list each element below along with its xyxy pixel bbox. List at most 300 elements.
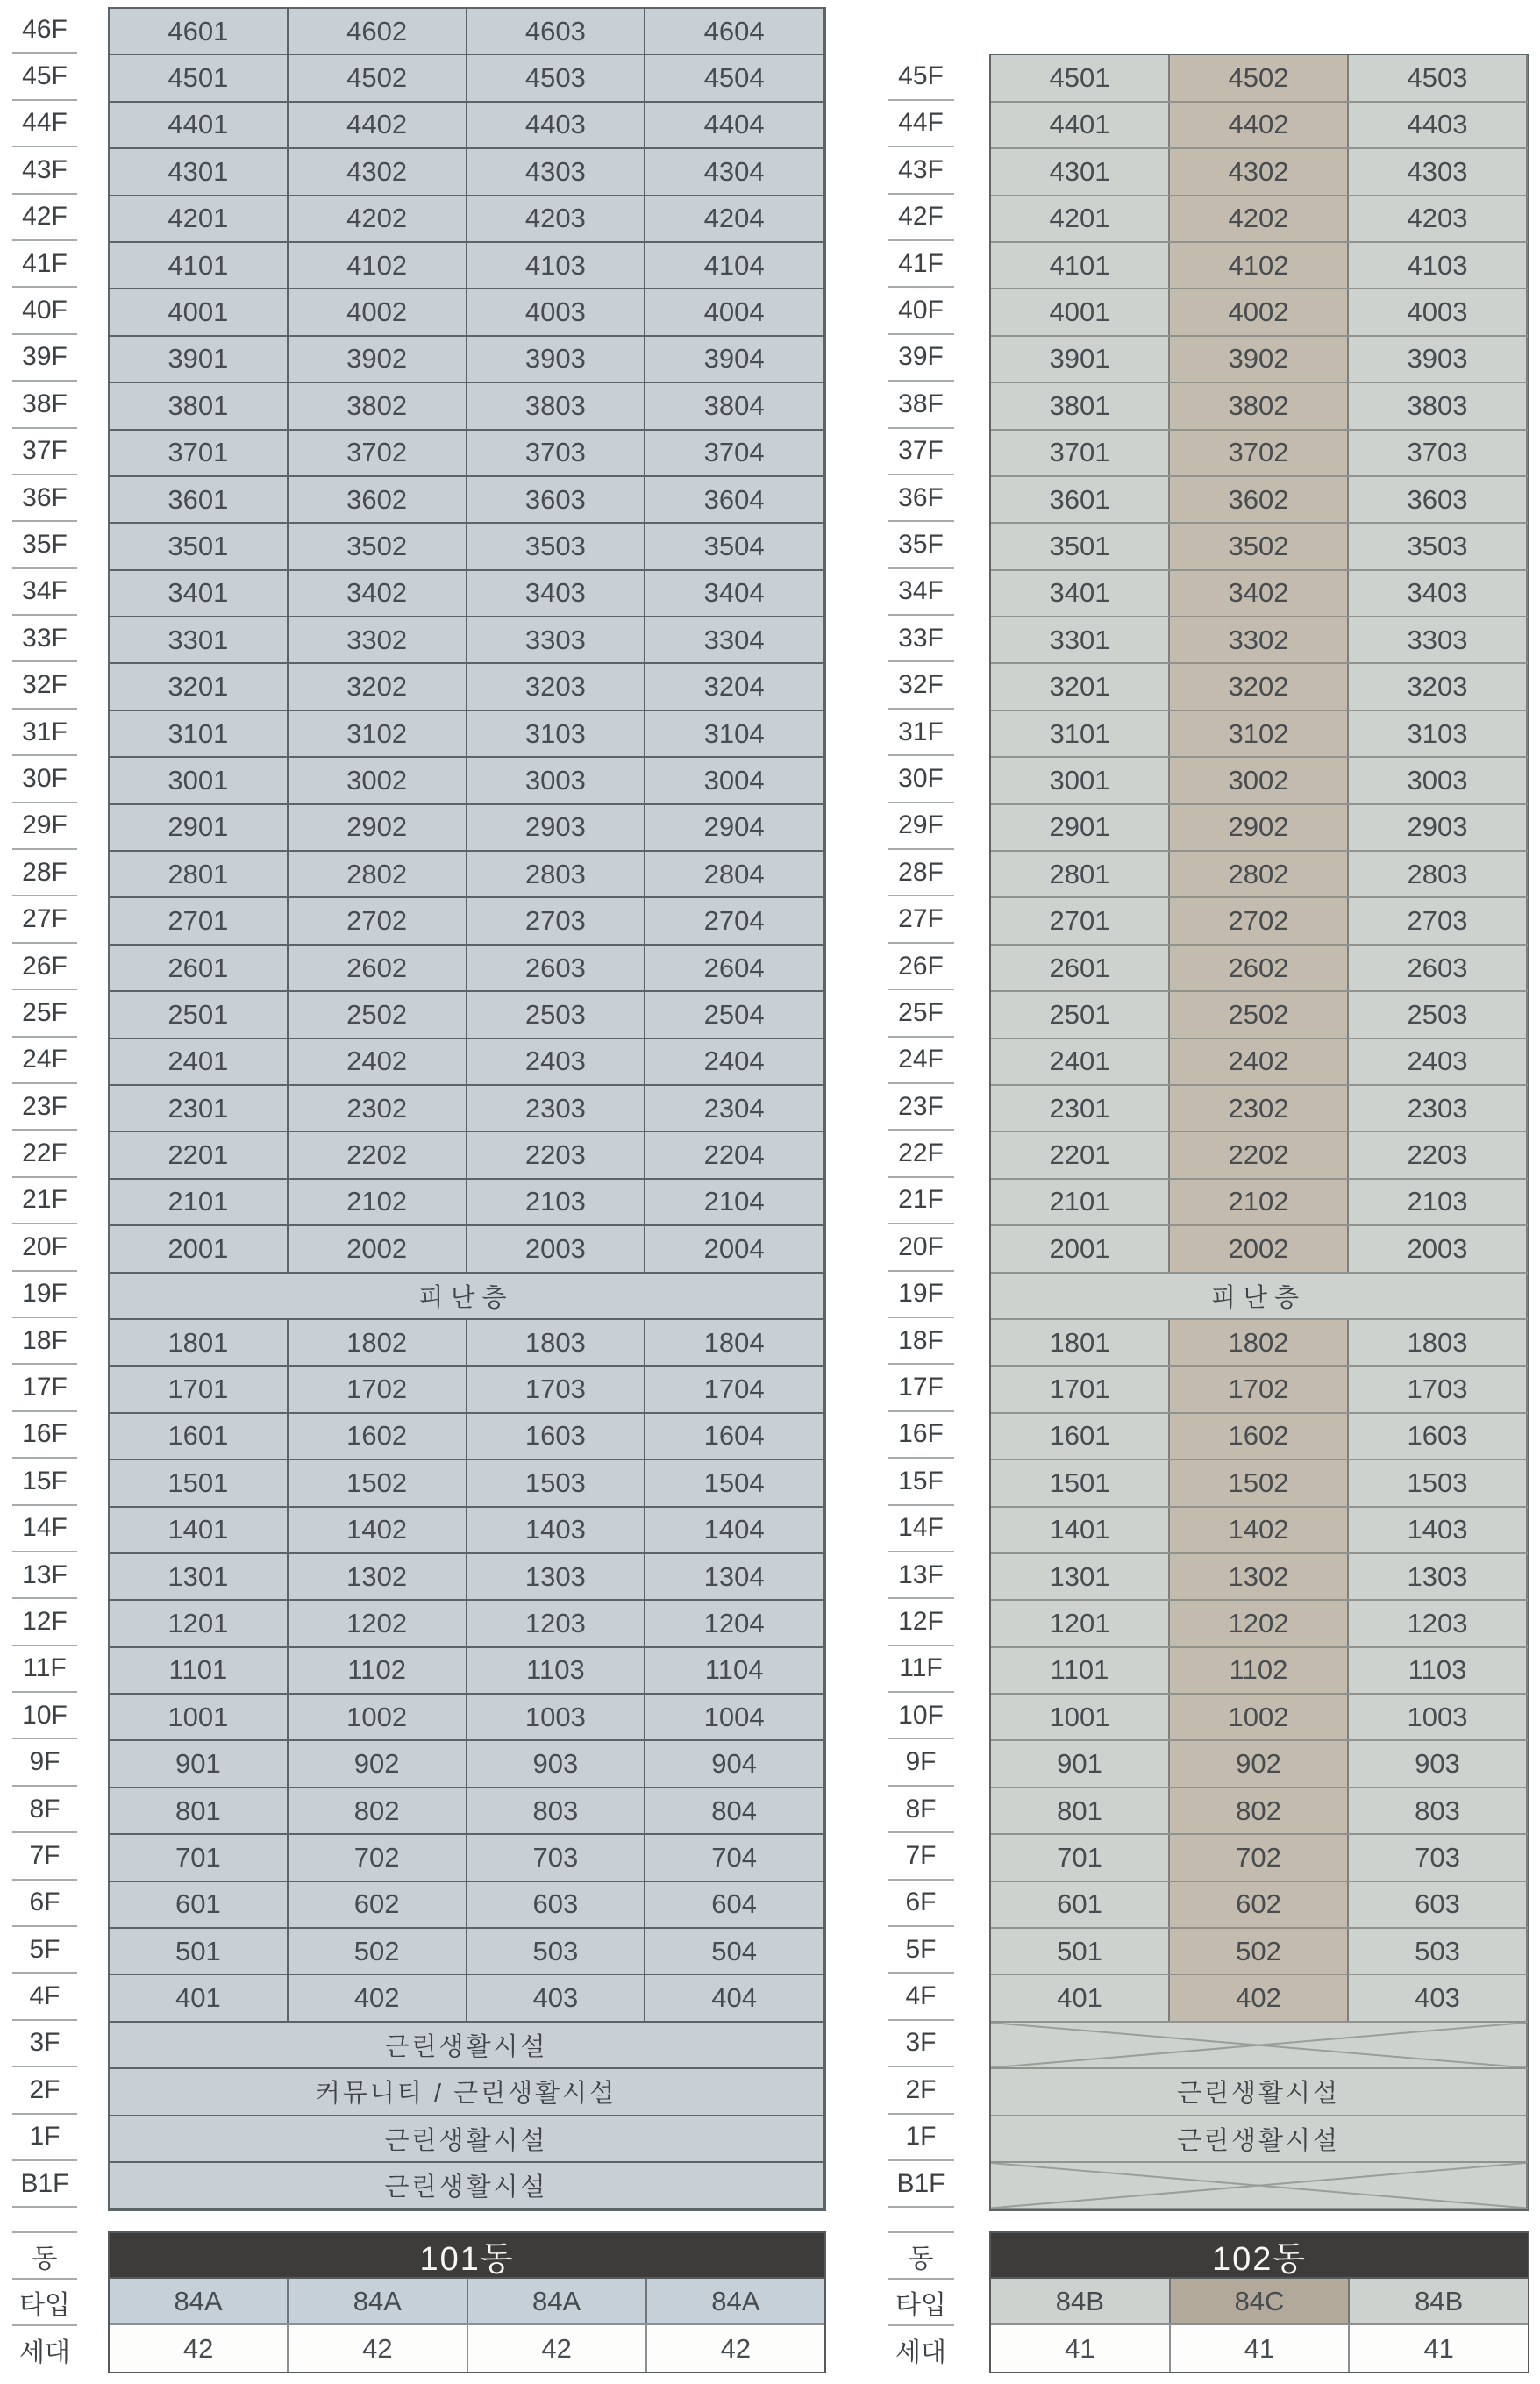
unit-cell: 3201 xyxy=(110,664,289,709)
crossed-out-cell xyxy=(991,2163,1528,2208)
unit-cell: 4404 xyxy=(645,103,824,147)
floor-row xyxy=(110,1601,824,1647)
unit-cell: 2702 xyxy=(1170,898,1349,943)
unit-cell: 2802 xyxy=(1170,852,1349,896)
floor-row xyxy=(991,1929,1528,1975)
floor-row xyxy=(110,711,824,758)
unit-cell: 2704 xyxy=(645,898,824,943)
floor-row xyxy=(991,1741,1528,1788)
unit-cell: 4302 xyxy=(1170,149,1349,194)
floor-label: 11F xyxy=(888,1646,954,1693)
floor-label: 16F xyxy=(12,1412,77,1459)
floor-label: 5F xyxy=(12,1927,77,1974)
floor-label: 29F xyxy=(12,803,77,850)
unit-cell: 1603 xyxy=(467,1414,646,1459)
floor-row xyxy=(110,477,824,524)
unit-cell: 2004 xyxy=(645,1226,824,1271)
unit-cell: 1502 xyxy=(289,1460,467,1505)
type-row xyxy=(110,2279,824,2325)
unit-cell: 901 xyxy=(991,1741,1170,1786)
unit-cell: 3603 xyxy=(1349,477,1528,522)
unit-cell: 4103 xyxy=(1349,243,1528,288)
unit-cell: 3802 xyxy=(1170,383,1349,428)
cross-x-icon xyxy=(991,2163,1526,2208)
unit-cell: 2801 xyxy=(991,852,1170,896)
unit-cell: 2403 xyxy=(1349,1039,1528,1084)
floor-label: 45F xyxy=(888,54,954,100)
floor-row xyxy=(991,2069,1528,2116)
unit-cell: 4302 xyxy=(289,149,467,194)
type-cell: 84A xyxy=(468,2279,647,2323)
facility-cell: 근린생활시설 xyxy=(110,2023,824,2067)
floor-row xyxy=(991,711,1528,758)
floor-label: 11F xyxy=(12,1646,77,1693)
unit-cell: 501 xyxy=(991,1929,1170,1974)
unit-cell: 3704 xyxy=(645,431,824,475)
floor-label: 17F xyxy=(888,1365,954,1411)
unit-cell: 3303 xyxy=(467,617,646,662)
unit-cell: 802 xyxy=(1170,1788,1349,1833)
floor-label: 36F xyxy=(12,475,77,522)
unit-cell: 2302 xyxy=(289,1086,467,1131)
floor-label: 33F xyxy=(888,616,954,662)
type-cell: 84A xyxy=(289,2279,467,2323)
unit-cell: 1403 xyxy=(1349,1508,1528,1552)
unit-cell: 1403 xyxy=(467,1508,646,1552)
floor-label: 35F xyxy=(888,522,954,568)
floor-row xyxy=(991,1695,1528,1741)
unit-cell: 4003 xyxy=(467,289,646,334)
floor-row xyxy=(110,337,824,383)
unit-cell: 1002 xyxy=(289,1695,467,1739)
unit-cell: 3503 xyxy=(1349,524,1528,568)
unit-cell: 2702 xyxy=(289,898,467,943)
unit-cell: 2103 xyxy=(1349,1180,1528,1224)
unit-cell: 3702 xyxy=(1170,431,1349,475)
unit-cell: 603 xyxy=(1349,1882,1528,1927)
floor-row xyxy=(991,992,1528,1039)
households-row xyxy=(991,2325,1528,2372)
floor-row xyxy=(991,852,1528,898)
floor-row xyxy=(991,1320,1528,1367)
floor-row xyxy=(110,1648,824,1695)
unit-cell: 2102 xyxy=(1170,1180,1349,1224)
unit-cell: 3302 xyxy=(289,617,467,662)
unit-cell: 2001 xyxy=(991,1226,1170,1271)
floor-row xyxy=(110,992,824,1039)
refuge-floor-cell: 피난층 xyxy=(991,1274,1528,1318)
unit-cell: 2301 xyxy=(991,1086,1170,1131)
unit-cell: 3702 xyxy=(289,431,467,475)
floor-label: 18F xyxy=(12,1318,77,1365)
unit-cell: 1602 xyxy=(1170,1414,1349,1459)
floor-label: 44F xyxy=(888,101,954,147)
unit-cell: 2803 xyxy=(1349,852,1528,896)
floor-row xyxy=(110,1975,824,2022)
unit-cell: 4103 xyxy=(467,243,646,288)
floor-row xyxy=(110,55,824,102)
unit-cell: 3401 xyxy=(110,571,289,616)
unit-cell: 3504 xyxy=(645,524,824,568)
unit-cell: 4601 xyxy=(110,9,289,54)
floor-row xyxy=(110,2163,824,2209)
households-cell: 42 xyxy=(647,2325,824,2372)
unit-cell: 3104 xyxy=(645,711,824,756)
unit-cell: 4104 xyxy=(645,243,824,288)
unit-cell: 2703 xyxy=(467,898,646,943)
floor-labels-102 xyxy=(888,54,954,2208)
unit-cell: 1702 xyxy=(289,1367,467,1411)
unit-cell: 902 xyxy=(289,1741,467,1786)
floor-row xyxy=(991,1835,1528,1881)
unit-cell: 1802 xyxy=(1170,1320,1349,1365)
unit-cell: 504 xyxy=(645,1929,824,1974)
floor-row xyxy=(110,1695,824,1741)
unit-cell: 403 xyxy=(467,1975,646,2020)
floor-row xyxy=(110,1180,824,1226)
unit-cell: 3803 xyxy=(1349,383,1528,428)
floor-label: 13F xyxy=(888,1552,954,1599)
facility-cell: 근린생활시설 xyxy=(991,2069,1528,2114)
unit-cell: 1302 xyxy=(1170,1554,1349,1599)
unit-cell: 4301 xyxy=(991,149,1170,194)
unit-cell: 501 xyxy=(110,1929,289,1974)
unit-cell: 3303 xyxy=(1349,617,1528,662)
unit-cell: 4303 xyxy=(467,149,646,194)
unit-cell: 2003 xyxy=(1349,1226,1528,1271)
unit-cell: 2301 xyxy=(110,1086,289,1131)
floor-row xyxy=(110,149,824,196)
floor-row xyxy=(991,1882,1528,1929)
floor-label: 42F xyxy=(12,195,77,241)
unit-cell: 4402 xyxy=(289,103,467,147)
unit-cell: 3901 xyxy=(991,337,1170,382)
households-row xyxy=(110,2325,824,2372)
floor-row xyxy=(991,383,1528,430)
unit-cell: 3404 xyxy=(645,571,824,616)
floor-label: 16F xyxy=(888,1412,954,1459)
unit-cell: 902 xyxy=(1170,1741,1349,1786)
floor-label: 10F xyxy=(888,1693,954,1739)
floor-row xyxy=(991,1975,1528,2022)
floor-row xyxy=(110,289,824,336)
floor-label: 23F xyxy=(12,1084,77,1131)
refuge-floor-cell: 피난층 xyxy=(110,1274,824,1318)
floor-label: 26F xyxy=(888,944,954,990)
floor-label: 28F xyxy=(12,850,77,896)
unit-cell: 401 xyxy=(110,1975,289,2020)
unit-cell: 2701 xyxy=(110,898,289,943)
stacking-table-102 xyxy=(989,54,1529,2211)
unit-cell: 2403 xyxy=(467,1039,646,1084)
unit-cell: 701 xyxy=(110,1835,289,1880)
floor-row xyxy=(991,524,1528,570)
floor-label: 35F xyxy=(12,522,77,568)
unit-cell: 3801 xyxy=(110,383,289,428)
floor-label: 36F xyxy=(888,475,954,522)
floor-row xyxy=(991,243,1528,289)
floor-row xyxy=(110,1788,824,1835)
unit-cell: 2801 xyxy=(110,852,289,896)
summary-table-101 xyxy=(108,2231,826,2373)
unit-cell: 4004 xyxy=(645,289,824,334)
unit-cell: 3202 xyxy=(289,664,467,709)
unit-cell: 602 xyxy=(1170,1882,1349,1927)
unit-cell: 2302 xyxy=(1170,1086,1349,1131)
crossed-out-cell xyxy=(991,2023,1528,2067)
floor-label: 3F xyxy=(12,2021,77,2067)
unit-cell: 1701 xyxy=(110,1367,289,1411)
building-header-row xyxy=(991,2233,1528,2279)
unit-cell: 3001 xyxy=(991,758,1170,803)
floor-label: 1F xyxy=(888,2115,954,2161)
unit-cell: 3903 xyxy=(467,337,646,382)
unit-cell: 2201 xyxy=(110,1132,289,1177)
unit-cell: 502 xyxy=(1170,1929,1349,1974)
unit-cell: 4203 xyxy=(1349,196,1528,241)
unit-cell: 3003 xyxy=(1349,758,1528,803)
unit-cell: 601 xyxy=(110,1882,289,1927)
floor-row xyxy=(991,1414,1528,1460)
unit-cell: 1103 xyxy=(467,1648,646,1693)
households-cell: 41 xyxy=(991,2325,1171,2372)
floor-label: 8F xyxy=(12,1787,77,1833)
floor-row xyxy=(991,477,1528,524)
floor-label: 42F xyxy=(888,195,954,241)
floor-row xyxy=(991,1788,1528,1835)
unit-cell: 3904 xyxy=(645,337,824,382)
floor-row xyxy=(991,1508,1528,1554)
unit-cell: 802 xyxy=(289,1788,467,1833)
unit-cell: 3601 xyxy=(991,477,1170,522)
type-cell: 84A xyxy=(110,2279,289,2323)
unit-cell: 3703 xyxy=(467,431,646,475)
floor-row xyxy=(991,196,1528,243)
unit-cell: 601 xyxy=(991,1882,1170,1927)
unit-cell: 2402 xyxy=(289,1039,467,1084)
unit-cell: 2602 xyxy=(289,946,467,990)
floor-row xyxy=(991,431,1528,477)
unit-cell: 1402 xyxy=(1170,1508,1349,1552)
floor-label: 39F xyxy=(12,335,77,382)
unit-cell: 1401 xyxy=(110,1508,289,1552)
households-cell: 41 xyxy=(1350,2325,1528,2372)
unit-cell: 4603 xyxy=(467,9,646,54)
unit-cell: 1503 xyxy=(1349,1460,1528,1505)
unit-cell: 2603 xyxy=(1349,946,1528,990)
floor-row xyxy=(991,758,1528,804)
unit-cell: 2604 xyxy=(645,946,824,990)
unit-cell: 3403 xyxy=(1349,571,1528,616)
unit-cell: 3501 xyxy=(991,524,1170,568)
unit-cell: 1803 xyxy=(1349,1320,1528,1365)
unit-cell: 1604 xyxy=(645,1414,824,1459)
unit-cell: 2401 xyxy=(110,1039,289,1084)
unit-cell: 803 xyxy=(1349,1788,1528,1833)
unit-cell: 3204 xyxy=(645,664,824,709)
unit-cell: 4001 xyxy=(991,289,1170,334)
unit-cell: 4301 xyxy=(110,149,289,194)
unit-cell: 2901 xyxy=(991,805,1170,850)
unit-cell: 1203 xyxy=(467,1601,646,1645)
unit-cell: 3403 xyxy=(467,571,646,616)
unit-cell: 703 xyxy=(1349,1835,1528,1880)
unit-cell: 1102 xyxy=(1170,1648,1349,1693)
unit-cell: 2901 xyxy=(110,805,289,850)
floor-label: 44F xyxy=(12,101,77,147)
unit-cell: 2903 xyxy=(1349,805,1528,850)
floor-label: 30F xyxy=(888,756,954,803)
floor-label: 38F xyxy=(12,382,77,428)
unit-cell: 4403 xyxy=(1349,103,1528,147)
unit-cell: 604 xyxy=(645,1882,824,1927)
unit-cell: 3102 xyxy=(1170,711,1349,756)
summary-table-102 xyxy=(989,2231,1529,2373)
unit-cell: 2101 xyxy=(110,1180,289,1224)
floor-row xyxy=(991,1367,1528,1413)
unit-cell: 2803 xyxy=(467,852,646,896)
type-cell: 84B xyxy=(991,2279,1171,2323)
unit-cell: 1802 xyxy=(289,1320,467,1365)
floor-label: 24F xyxy=(12,1038,77,1084)
floor-labels-101 xyxy=(12,7,77,2208)
floor-row xyxy=(991,805,1528,852)
unit-cell: 4101 xyxy=(110,243,289,288)
floor-label: 12F xyxy=(12,1599,77,1645)
unit-cell: 2402 xyxy=(1170,1039,1349,1084)
unit-cell: 1703 xyxy=(1349,1367,1528,1411)
floor-label: 15F xyxy=(888,1459,954,1505)
unit-cell: 2104 xyxy=(645,1180,824,1224)
floor-row xyxy=(991,571,1528,617)
facility-cell: 커뮤니티 / 근린생활시설 xyxy=(110,2069,824,2114)
unit-cell: 3001 xyxy=(110,758,289,803)
unit-cell: 502 xyxy=(289,1929,467,1974)
unit-cell: 1104 xyxy=(645,1648,824,1693)
floor-label: 31F xyxy=(888,710,954,756)
unit-cell: 703 xyxy=(467,1835,646,1880)
unit-cell: 1603 xyxy=(1349,1414,1528,1459)
unit-cell: 4602 xyxy=(289,9,467,54)
floor-label: 20F xyxy=(888,1224,954,1271)
facility-cell: 근린생활시설 xyxy=(991,2116,1528,2161)
unit-cell: 1402 xyxy=(289,1508,467,1552)
floor-row xyxy=(991,946,1528,992)
unit-cell: 3603 xyxy=(467,477,646,522)
floor-label: 20F xyxy=(12,1224,77,1271)
unit-cell: 4002 xyxy=(289,289,467,334)
unit-cell: 2401 xyxy=(991,1039,1170,1084)
unit-cell: 3803 xyxy=(467,383,646,428)
floor-row xyxy=(110,852,824,898)
floor-row xyxy=(110,1741,824,1788)
unit-cell: 4304 xyxy=(645,149,824,194)
unit-cell: 3602 xyxy=(1170,477,1349,522)
floor-row xyxy=(110,1039,824,1086)
floor-label: 22F xyxy=(12,1131,77,1177)
floor-row xyxy=(991,1039,1528,1086)
row-label-households: 세대 xyxy=(19,2338,70,2367)
row-label-type: 타입 xyxy=(12,2280,77,2326)
unit-cell: 3502 xyxy=(289,524,467,568)
unit-cell: 4503 xyxy=(1349,55,1528,100)
floor-row xyxy=(110,1929,824,1975)
floor-label: 22F xyxy=(888,1131,954,1177)
floor-row xyxy=(110,1132,824,1179)
unit-cell: 3601 xyxy=(110,477,289,522)
unit-cell: 1002 xyxy=(1170,1695,1349,1739)
households-cell: 42 xyxy=(110,2325,289,2372)
unit-cell: 403 xyxy=(1349,1975,1528,2020)
unit-cell: 2902 xyxy=(1170,805,1349,850)
unit-cell: 2701 xyxy=(991,898,1170,943)
unit-cell: 4101 xyxy=(991,243,1170,288)
floor-row xyxy=(110,2023,824,2069)
floor-label: 3F xyxy=(888,2021,954,2067)
unit-cell: 4604 xyxy=(645,9,824,54)
unit-cell: 1101 xyxy=(991,1648,1170,1693)
unit-cell: 4201 xyxy=(110,196,289,241)
unit-cell: 2101 xyxy=(991,1180,1170,1224)
unit-cell: 1001 xyxy=(110,1695,289,1739)
unit-cell: 4001 xyxy=(110,289,289,334)
type-cell-highlighted: 84C xyxy=(1171,2279,1351,2323)
unit-cell: 4502 xyxy=(289,55,467,100)
unit-cell: 2304 xyxy=(645,1086,824,1131)
households-cell: 42 xyxy=(468,2325,647,2372)
unit-cell: 2202 xyxy=(289,1132,467,1177)
floor-label: 32F xyxy=(12,662,77,709)
type-row xyxy=(991,2279,1528,2325)
floor-row xyxy=(110,946,824,992)
unit-cell: 1601 xyxy=(110,1414,289,1459)
floor-label: B1F xyxy=(888,2161,954,2208)
unit-cell: 2903 xyxy=(467,805,646,850)
floor-row xyxy=(110,1226,824,1273)
floor-label: 1F xyxy=(12,2115,77,2161)
unit-cell: 3101 xyxy=(991,711,1170,756)
floor-row xyxy=(991,289,1528,336)
unit-cell: 1001 xyxy=(991,1695,1170,1739)
unit-cell: 1702 xyxy=(1170,1367,1349,1411)
unit-cell: 401 xyxy=(991,1975,1170,2020)
type-cell: 84A xyxy=(647,2279,824,2323)
unit-cell: 3502 xyxy=(1170,524,1349,568)
unit-cell: 3004 xyxy=(645,758,824,803)
unit-cell: 1103 xyxy=(1349,1648,1528,1693)
floor-label: 31F xyxy=(12,710,77,756)
unit-cell: 1201 xyxy=(991,1601,1170,1645)
floor-row xyxy=(991,1554,1528,1601)
unit-cell: 1003 xyxy=(467,1695,646,1739)
floor-row xyxy=(110,805,824,852)
unit-cell: 3402 xyxy=(289,571,467,616)
unit-cell: 2601 xyxy=(110,946,289,990)
unit-cell: 701 xyxy=(991,1835,1170,1880)
unit-cell: 3804 xyxy=(645,383,824,428)
unit-cell: 3203 xyxy=(1349,664,1528,709)
unit-cell: 1102 xyxy=(289,1648,467,1693)
unit-cell: 3203 xyxy=(467,664,646,709)
unit-cell: 4201 xyxy=(991,196,1170,241)
floor-label: 7F xyxy=(888,1833,954,1880)
building-101-name: 101동 xyxy=(110,2233,824,2277)
unit-cell: 3501 xyxy=(110,524,289,568)
unit-cell: 4401 xyxy=(991,103,1170,147)
unit-cell: 4501 xyxy=(991,55,1170,100)
unit-cell: 3903 xyxy=(1349,337,1528,382)
unit-cell: 3802 xyxy=(289,383,467,428)
